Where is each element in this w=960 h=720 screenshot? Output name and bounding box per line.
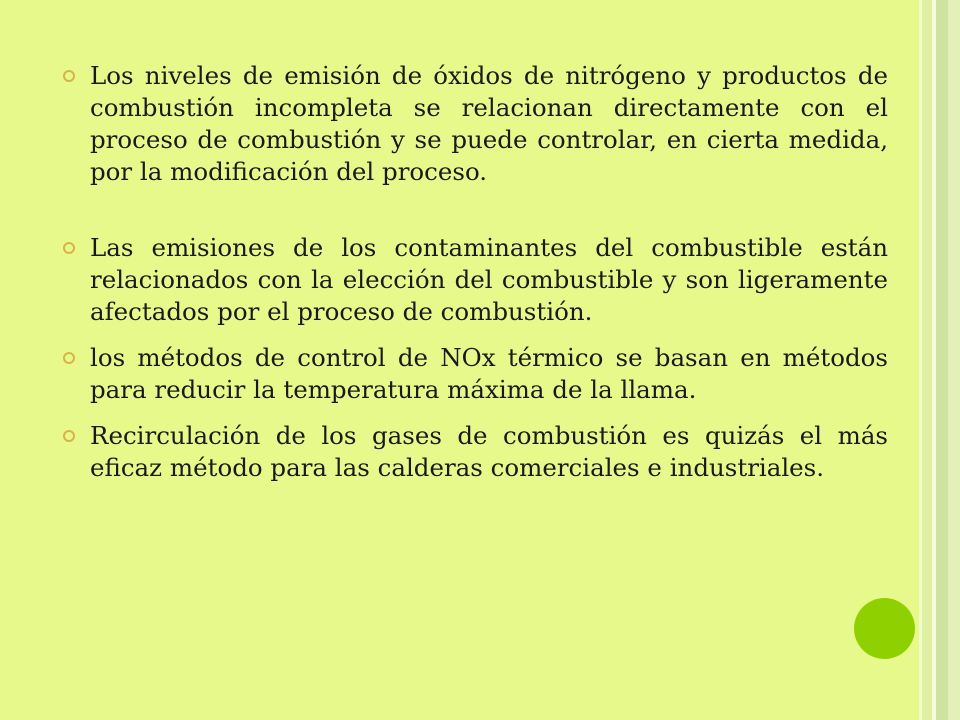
ring-bullet-icon [62, 60, 90, 88]
stripe [948, 0, 960, 720]
bullet-text: los métodos de control de NOx térmico se basan en métodos para reducir la temperatura máxima de la llama. [90, 343, 888, 404]
ring-bullet-icon [62, 232, 90, 260]
stripe [936, 0, 948, 720]
stripe [922, 0, 932, 720]
right-edge-stripes [919, 0, 960, 720]
bullet-item [62, 342, 888, 406]
bullet-text: Las emisiones de los contaminantes del combustible están relacionados con la elección del combustible y son ligeramente afectados por el proceso de combustión. [90, 233, 888, 326]
bullet-item [62, 60, 888, 188]
green-circle-icon [854, 598, 915, 659]
ring-bullet-icon [62, 342, 90, 370]
bullet-item [62, 232, 888, 328]
bullet-text: Los niveles de emisión de óxidos de nitrógeno y productos de combustión incompleta se relacionan directamente con el proceso de combustión y se puede controlar, en cierta medida, por la modificación del proceso. [90, 61, 888, 186]
bullet-item [62, 420, 888, 484]
bullet-list [62, 60, 888, 484]
bullet-text: Recirculación de los gases de combustión es quizás el más eficaz método para las calderas comerciales e industriales. [90, 421, 888, 482]
ring-bullet-icon [62, 420, 90, 448]
